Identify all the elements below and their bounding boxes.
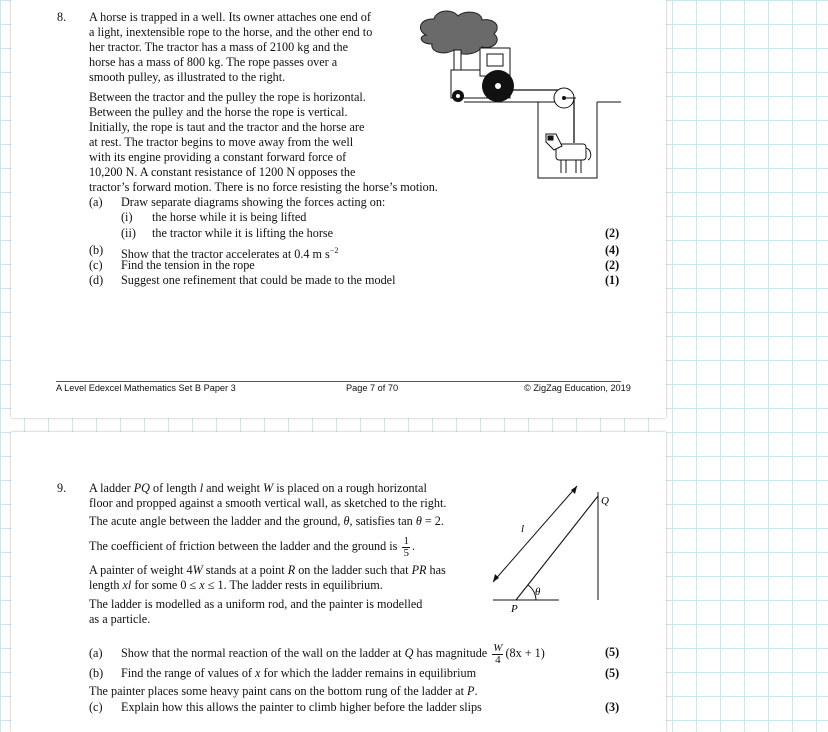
fraction: $\frac{W}{4}$ <box>493 641 503 666</box>
part-label: (b) <box>89 243 104 257</box>
q8-intro-line: smooth pulley, as illustrated to the right. <box>89 70 286 84</box>
q9-line: The ladder is modelled as a uniform rod, and the painter is modelled <box>89 597 423 611</box>
copyright: © ZigZag Education, 2019 <box>524 383 631 393</box>
q8-body-line: Between the tractor and the pulley the rope is horizontal. <box>89 90 366 104</box>
q9-line: as a particle. <box>89 612 151 626</box>
arrow-head <box>571 486 577 494</box>
q9-line: The coefficient of friction between the ladder and the ground is $\frac{1}{5}$ . <box>89 534 416 559</box>
part-a-text: Draw separate diagrams showing the forces acting on: <box>121 195 386 209</box>
subpart-ii-text: the tractor while it is lifting the horse <box>152 226 334 240</box>
part-label: (a) <box>89 646 103 660</box>
part-b-text: Find the range of values of x for which the ladder remains in equilibrium <box>121 666 477 680</box>
length-arrow <box>493 486 577 582</box>
point-p-label: P <box>511 603 518 615</box>
q8-body-line: at rest. The tractor begins to move away from the well <box>89 135 354 149</box>
fraction: $\frac{1}{5}$ <box>403 534 409 559</box>
ladder-diagram <box>491 482 611 615</box>
page-number: Page 7 of 70 <box>346 383 399 393</box>
q9-line: floor and propped against a smooth vertical wall, as sketched to the right. <box>89 496 447 510</box>
question-number: 9. <box>57 481 67 495</box>
part-label: (b) <box>89 666 104 680</box>
part-label: (d) <box>89 273 104 287</box>
q8-intro-line: a light, inextensible rope to the horse, and the other end to <box>89 25 373 39</box>
q9-line: The acute angle between the ladder and the ground, θ, satisfies tan θ = 2. <box>89 514 444 528</box>
marks: (2) <box>605 226 620 240</box>
q8-intro-line: horse has a mass of 800 kg. The rope passes over a <box>89 55 338 69</box>
marks: (2) <box>605 258 620 272</box>
ladder <box>516 496 598 600</box>
part-b-text: Show that the tractor accelerates at 0.4 m $s^{-2}$ <box>121 246 339 262</box>
q8-body-line: 10,200 N. A constant resistance of 1200 N opposes the <box>89 165 356 179</box>
footer-rule <box>56 381 621 382</box>
q8-intro-line: A horse is trapped in a well. Its owner attaches one end of <box>89 10 371 24</box>
point-q-label: Q <box>601 495 609 507</box>
part-a-text: Show that the normal reaction of the wall on the ladder at Q has magnitude $\frac{W}{4}$ (8x + 1) <box>121 641 545 666</box>
part-label: (a) <box>89 195 103 209</box>
marks: (4) <box>605 243 620 257</box>
marks: (3) <box>605 700 620 714</box>
q8-intro-line: her tractor. The tractor has a mass of 2100 kg and the <box>89 40 349 54</box>
question-number: 8. <box>57 10 67 24</box>
marks: (1) <box>605 273 620 287</box>
marks: (5) <box>605 645 620 659</box>
q9-note: The painter places some heavy paint cans on the bottom rung of the ladder at P. <box>89 684 478 698</box>
marks: (5) <box>605 666 620 680</box>
exponent: −2 <box>329 246 339 255</box>
part-label: (c) <box>89 700 103 714</box>
q9-line: length xl for some 0 ≤ x ≤ 1. The ladder rests in equilibrium. <box>89 578 383 592</box>
length-label: l <box>521 523 525 535</box>
arrow-head <box>493 574 499 582</box>
cab-window <box>487 54 503 66</box>
part-c-text: Find the tension in the rope <box>121 258 255 272</box>
part-d-text: Suggest one refinement that could be made to the model <box>121 273 396 287</box>
subpart-i-text: the horse while it is being lifted <box>152 210 307 224</box>
tractor-well-diagram <box>416 10 626 185</box>
q8-body-line: Between the pulley and the horse the rope is vertical. <box>89 105 348 119</box>
q9-line: A ladder PQ of length l and weight W is placed on a rough horizontal <box>89 481 427 495</box>
footer-title: A Level Edexcel Mathematics Set B Paper 3 <box>56 383 236 393</box>
chimney <box>454 50 461 70</box>
part-c-text: Explain how this allows the painter to climb higher before the ladder slips <box>121 700 482 714</box>
q8-body-line: tractor’s forward motion. There is no force resisting the horse’s motion. <box>89 180 438 194</box>
horse <box>546 134 591 173</box>
part-label: (c) <box>89 258 103 272</box>
page-7 <box>11 0 666 418</box>
page-8 <box>11 432 666 732</box>
q8-body-line: Initially, the rope is taut and the tractor and the horse are <box>89 120 365 134</box>
q9-line: A painter of weight 4W stands at a point R on the ladder such that PR has <box>89 563 446 577</box>
subpart-label: (ii) <box>121 226 136 240</box>
subpart-label: (i) <box>121 210 133 224</box>
theta-label: θ <box>535 586 541 598</box>
q8-body-line: with its engine providing a constant forward force of <box>89 150 347 164</box>
